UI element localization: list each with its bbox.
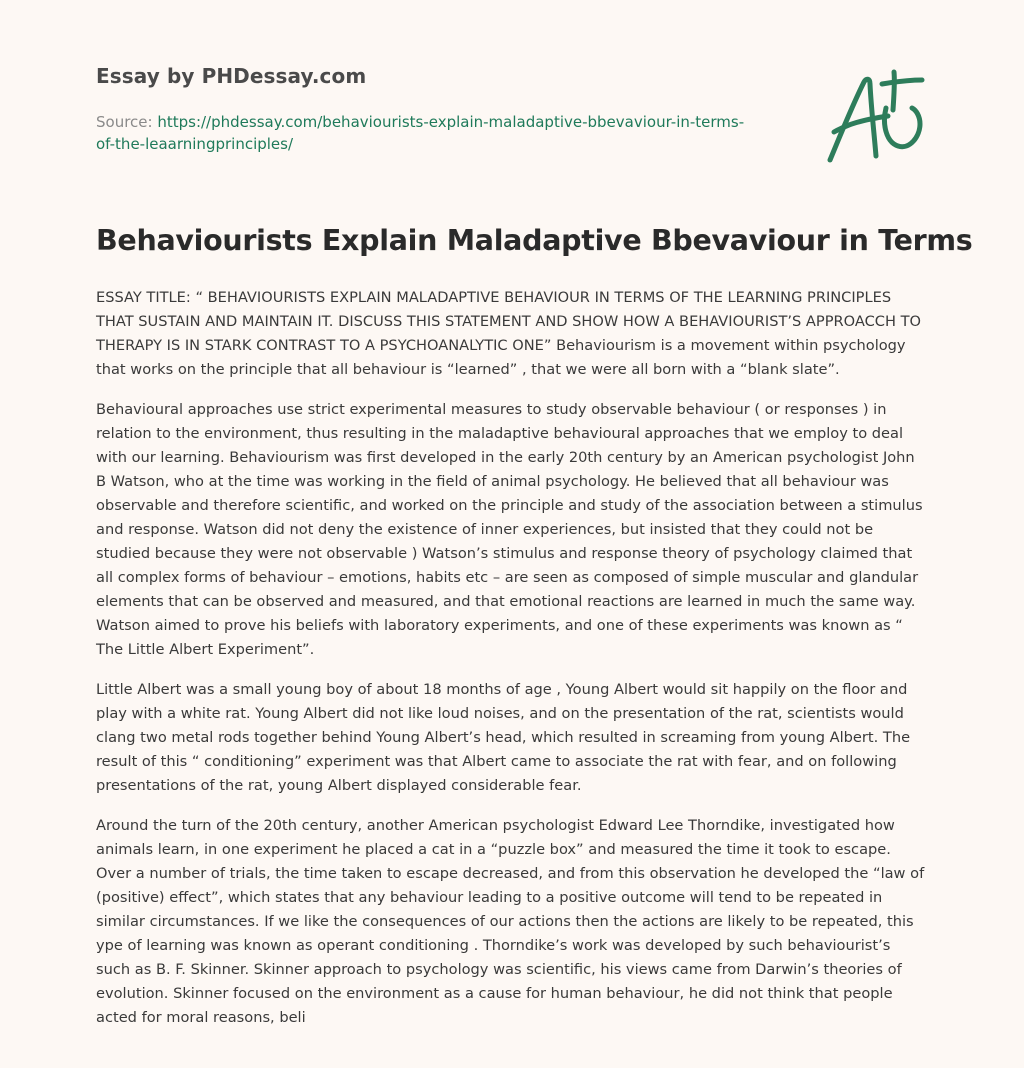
essay-paragraph: Behavioural approaches use strict experimental measures to study observable behaviour ( or responses ) in relation to the environment, thus resulting in the maladaptive behavioural approaches that we employ to deal with our learning. Behaviourism was first developed in the early 20th century by an American psychologist John B Watson, who at the time was working in the field of animal psychology. He believed that all behaviour was observable and therefore scientific, and worked on the principle and study of the association between a stimulus and response. Watson did not deny the existence of inner experiences, but insisted that they could not be studied because they were not observable ) Watson’s stimulus and response theory of psychology claimed that all complex forms of behaviour – emotions, habits etc – are seen as composed of simple muscular and glandular elements that can be observed and measured, and that emotional reactions are learned in much the same way. Watson aimed to prove his beliefs with laboratory experiments, and one of these experiments was known as “ The Little Albert Experiment”. xyxy=(96,401,923,658)
site-brand: Essay by PHDessay.com xyxy=(96,64,367,88)
essay-paragraph: Around the turn of the 20th century, another American psychologist Edward Lee Thorndike, investigated how animals learn, in one experiment he placed a cat in a “puzzle box” and measured the time it took to escape. Over a number of trials, the time taken to escape decreased, and from this observation he developed the “law of (positive) effect”, which states that any behaviour leading to a positive outcome will tend to be repeated in similar circumstances. If we like the consequences of our actions then the actions are likely to be repeated, this ype of learning was known as operant conditioning . Thorndike’s work was developed by such behaviourist’s such as B. F. Skinner. Skinner approach to psychology was scientific, his views came from Darwin’s theories of evolution. Skinner focused on the environment as a cause for human behaviour, he did not think that people acted for moral reasons, beli xyxy=(96,817,925,1026)
essay-title: Behaviourists Explain Maladaptive Bbevaviour in Terms xyxy=(96,224,973,257)
essay-paragraph: Little Albert was a small young boy of about 18 months of age , Young Albert would sit happily on the floor and play with a white rat. Young Albert did not like loud noises, and on the presentation of the rat, scientists would clang two metal rods together behind Young Albert’s head, which resulted in screaming from young Albert. The result of this “ conditioning” experiment was that Albert came to associate the rat with fear, and on following presentations of the rat, young Albert displayed considerable fear. xyxy=(96,681,911,794)
source-line xyxy=(96,111,756,155)
source-link[interactable]: https://phdessay.com/behaviourists-explain-maladaptive-bbevaviour-in-terms-of-the-leaarningprinciples/ xyxy=(96,113,745,153)
a-plus-grade-icon xyxy=(824,66,928,166)
essay-paragraph: ESSAY TITLE: “ BEHAVIOURISTS EXPLAIN MALADAPTIVE BEHAVIOUR IN TERMS OF THE LEARNING PRINCIPLES THAT SUSTAIN AND MAINTAIN IT. DISCUSS THIS STATEMENT AND SHOW HOW A BEHAVIOURIST’S APPROACCH TO THERAPY IS IN STARK CONTRAST TO A PSYCHOANALYTIC ONE” Behaviourism is a movement within psychology that works on the principle that all behaviour is “learned” , that we were all born with a “blank slate”. xyxy=(96,289,922,378)
essay-body xyxy=(96,286,928,1046)
source-label: Source: xyxy=(96,113,158,131)
